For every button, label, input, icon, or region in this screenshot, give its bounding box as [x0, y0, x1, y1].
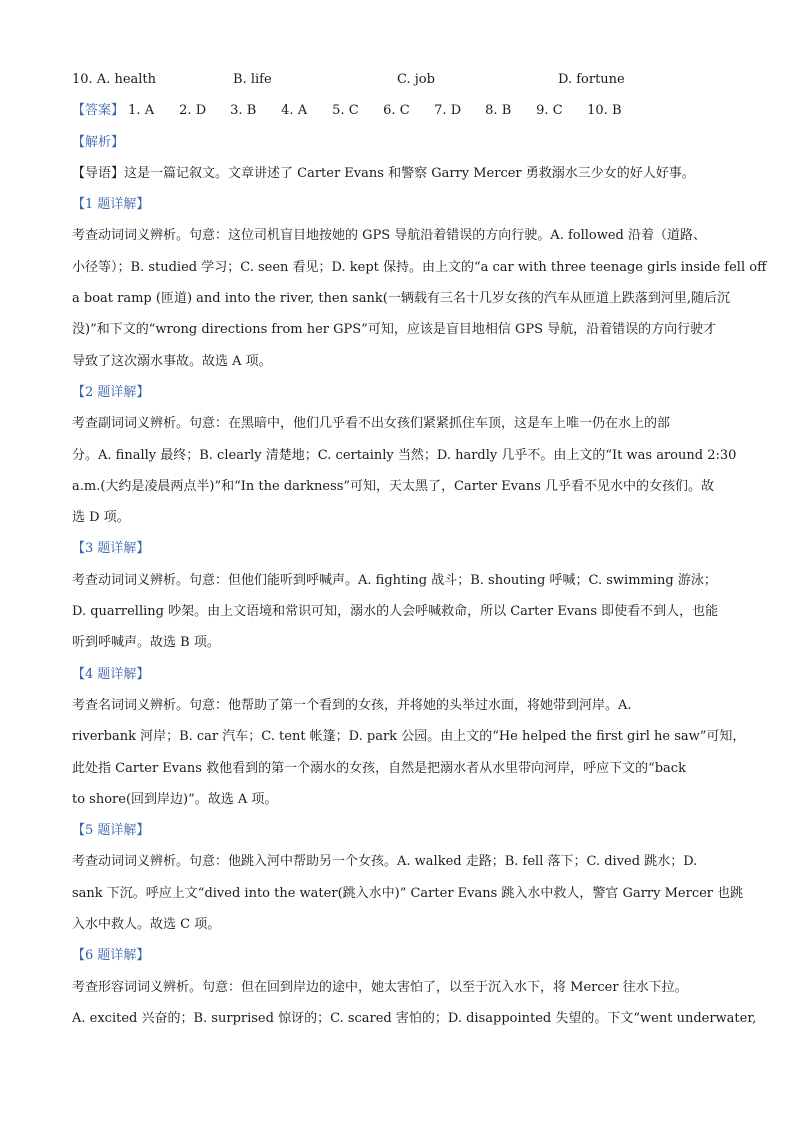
- section-heading: 【3 题详解】: [72, 541, 150, 557]
- option-b: B. life: [233, 72, 272, 87]
- text-line: D. quarrelling 吵架。由上文语境和常识可知，溺水的人会呼喊救命，所以 Carter Evans 即使看不到人，也能: [72, 604, 719, 620]
- text-line: a.m.(大约是凌晨两点半)”和“In the darkness”可知，天太黑了，Carter Evans 几乎看不见水中的女孩们。故: [72, 478, 714, 494]
- section-heading: 【4 题详解】: [72, 666, 150, 682]
- analysis-label: 【解析】: [72, 134, 125, 150]
- answer-items: [128, 95, 638, 126]
- text-line: 没)”和下文的“wrong directions from her GPS”可知，应该是盲目地相信 GPS 导航，沿着错误的方向行驶才: [72, 322, 717, 338]
- option-c: C. job: [397, 72, 435, 87]
- text-line: to shore(回到岸边)”。故选 A 项。: [72, 791, 278, 807]
- text-line: 考查形容词词义辨析。句意：但在回到岸边的途中，她太害怕了，以至于沉入水下，将 Mercer 往水下拉。: [72, 979, 688, 995]
- option-a: 10. A. health: [72, 72, 157, 87]
- answer-item: 10. B: [587, 103, 622, 119]
- section-heading: 【2 题详解】: [72, 384, 150, 400]
- section-heading: 【5 题详解】: [72, 823, 150, 839]
- text-line: 听到呼喊声。故选 B 项。: [72, 635, 220, 651]
- text-line: 此处指 Carter Evans 救他看到的第一个溺水的女孩，自然是把溺水者从水里带向河岸，呼应下文的“back: [72, 760, 686, 776]
- section-heading: 【6 题详解】: [72, 948, 150, 964]
- text-line: 考查动词词义辨析。句意：他跳入河中帮助另一个女孩。A. walked 走路；B. fell 落下；C. dived 跳水；D.: [72, 854, 698, 870]
- text-line: 考查副词词义辨析。句意：在黑暗中，他们几乎看不出女孩们紧紧抓住车顶，这是车上唯一仍在水上的部: [72, 416, 671, 432]
- analysis-body: [72, 158, 767, 1034]
- text-line: 分。A. finally 最终；B. clearly 清楚地；C. certainly 当然；D. hardly 几乎不。由上文的“It was around 2:30: [72, 447, 737, 463]
- text-line: 考查名词词义辨析。句意：他帮助了第一个看到的女孩，并将她的头举过水面，将她带到河岸。A.: [72, 697, 632, 713]
- answer-item: 2. D: [179, 103, 207, 119]
- answer-key: [72, 95, 724, 126]
- answer-item: 1. A: [128, 103, 155, 119]
- text-line: 考查动词词义辨析。句意：这位司机盲目地按她的 GPS 导航沿着错误的方向行驶。A. followed 沿着（道路、: [72, 228, 707, 244]
- answer-item: 5. C: [332, 103, 359, 119]
- text-line: 【导语】这是一篇记叙文。文章讲述了 Carter Evans 和警察 Garry Mercer 勇救溺水三少女的好人好事。: [72, 165, 695, 181]
- answer-item: 4. A: [281, 103, 308, 119]
- section-heading: 【1 题详解】: [72, 197, 150, 213]
- document-content: [72, 64, 767, 1034]
- text-line: 导致了这次溺水事故。故选 A 项。: [72, 353, 272, 369]
- text-line: 考查动词词义辨析。句意：但他们能听到呼喊声。A. fighting 战斗；B. shouting 呼喊；C. swimming 游泳；: [72, 572, 717, 588]
- answer-item: 6. C: [383, 103, 410, 119]
- text-line: 小径等）；B. studied 学习；C. seen 看见；D. kept 保持。由上文的“a car with three teenage girls inside fell off: [72, 259, 767, 275]
- question-10-options: [72, 64, 724, 95]
- answer-item: 8. B: [485, 103, 512, 119]
- answer-label: 【答案】: [72, 103, 125, 119]
- answer-item: 9. C: [536, 103, 563, 119]
- answer-item: 3. B: [230, 103, 257, 119]
- text-line: sank 下沉。呼应上文“dived into the water(跳入水中)” Carter Evans 跳入水中救人，警官 Garry Mercer 也跳: [72, 885, 744, 901]
- text-line: a boat ramp (匝道) and into the river, then sank(一辆载有三名十几岁女孩的汽车从匝道上跌落到河里,随后沉: [72, 291, 731, 307]
- text-line: A. excited 兴奋的；B. surprised 惊讶的；C. scared 害怕的；D. disappointed 失望的。下文“went underwater,: [72, 1010, 757, 1026]
- text-line: 入水中救人。故选 C 项。: [72, 917, 221, 933]
- text-line: riverbank 河岸；B. car 汽车；C. tent 帐篷；D. park 公园。由上文的“He helped the first girl he saw”可知，: [72, 729, 746, 745]
- option-d: D. fortune: [558, 72, 625, 87]
- text-line: 选 D 项。: [72, 510, 130, 526]
- answer-item: 7. D: [434, 103, 462, 119]
